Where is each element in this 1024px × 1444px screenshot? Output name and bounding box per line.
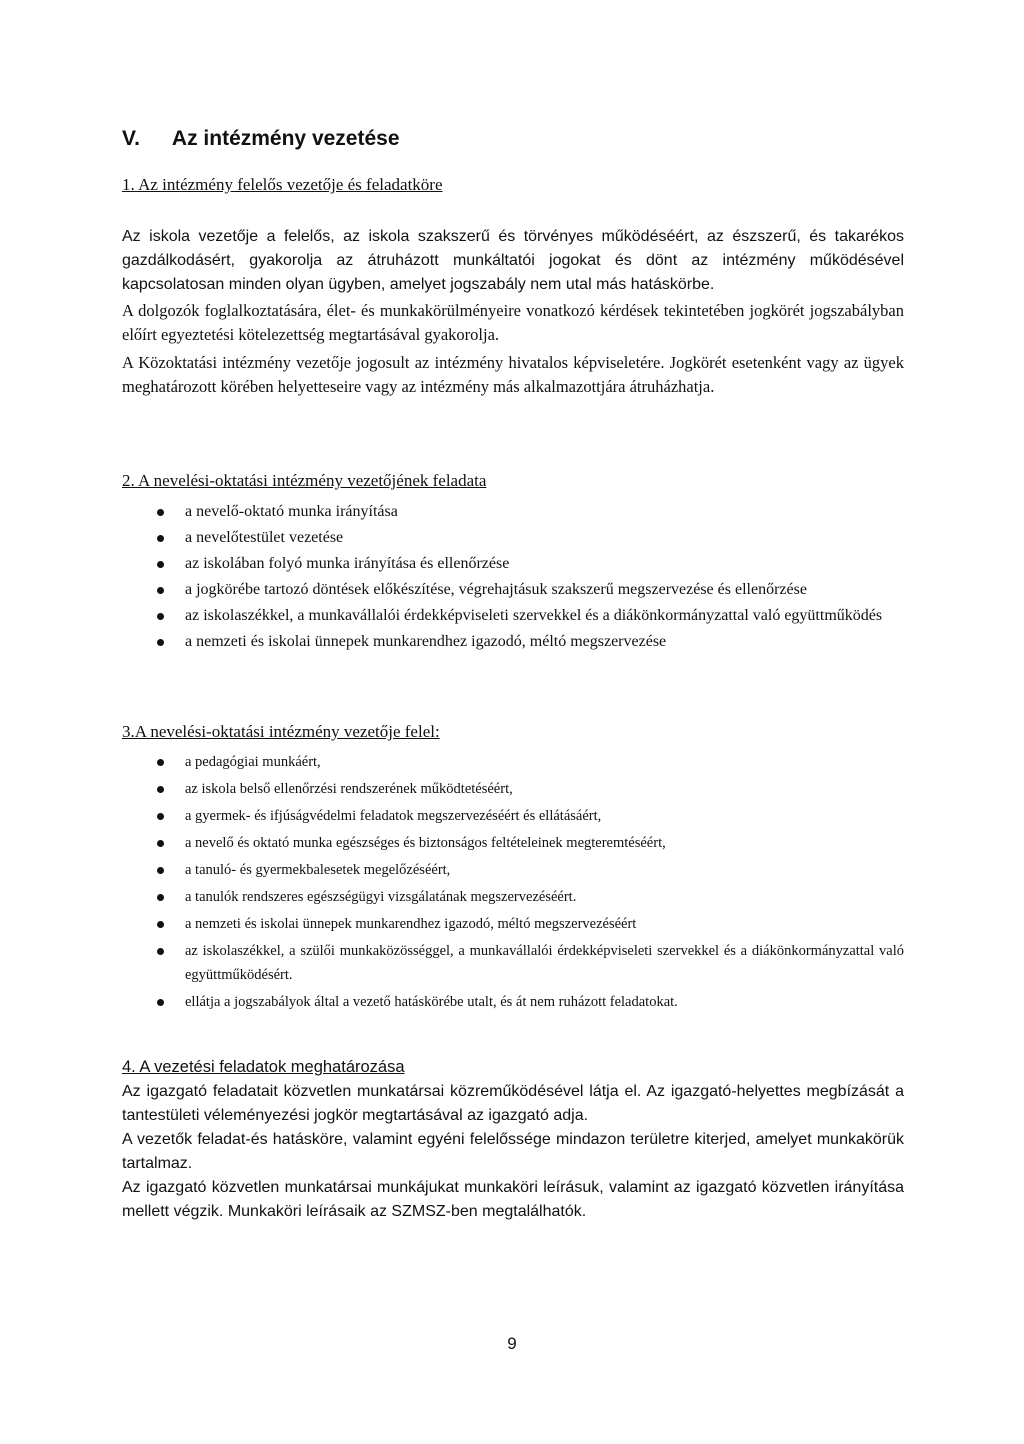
page-number: 9 bbox=[507, 1334, 517, 1353]
chapter-number: V. bbox=[122, 127, 140, 150]
list-item: a pedagógiai munkáért, bbox=[122, 750, 904, 774]
chapter-heading bbox=[122, 127, 904, 151]
section1-paragraph-3: A Közoktatási intézmény vezetője jogosult az intézmény hivatalos képviseletére. Jogkörét esetenként vagy az ügyek meghatározott körében helyetteseire vagy az intézmény más alkalmazottjára átruházhatja. bbox=[122, 353, 904, 396]
section4-paragraph-1: Az igazgató feladatait közvetlen munkatársai közreműködésével látja el. Az igazgató-helyettes megbízását a tantestületi véleményezési jogkör megtartásával az igazgató adja. bbox=[122, 1083, 904, 1124]
section1-number: 1. bbox=[122, 175, 135, 194]
section1-paragraph-2: A dolgozók foglalkoztatására, élet- és munkakörülményeire vonatkozó kérdések tekintetében jogkörét jogszabályban előírt egyeztetési kötelezettség megtartásával gyakorolja. bbox=[122, 301, 904, 344]
section1-title: Az intézmény felelős vezetője és feladatköre bbox=[138, 175, 443, 194]
list-item: az iskolaszékkel, a munkavállalói érdekképviseleti szervekkel és a diákönkormányzattal való együttműködés bbox=[122, 604, 904, 628]
section1-body bbox=[122, 225, 904, 399]
section3-list bbox=[122, 750, 904, 1017]
section4-paragraph-2: A vezetők feladat-és hatásköre, valamint egyéni felelőssége mindazon területre kiterjed, amelyet munkakörük tartalmaz. bbox=[122, 1131, 904, 1172]
section2-heading: 2. A nevelési-oktatási intézmény vezetőjének feladata bbox=[122, 471, 487, 490]
list-item: az iskolaszékkel, a szülői munkaközösséggel, a munkavállalói érdekképviseleti szervekkel és a diákönkormányzattal való együttműködésért. bbox=[122, 939, 904, 987]
section3-heading: 3.A nevelési-oktatási intézmény vezetője felel: bbox=[122, 722, 440, 741]
list-item: a tanuló- és gyermekbalesetek megelőzéséért, bbox=[122, 858, 904, 882]
list-item: a nevelőtestület vezetése bbox=[122, 526, 904, 550]
chapter-title: Az intézmény vezetése bbox=[171, 127, 400, 150]
section2-list bbox=[122, 500, 904, 656]
list-item: az iskola belső ellenőrzési rendszerének működtetéséért, bbox=[122, 777, 904, 801]
section1-paragraph-1: Az iskola vezetője a felelős, az iskola szakszerű és törvényes működéséért, az észszerű, és takarékos gazdálkodásért, gyakorolja az átruházott munkáltatói jogokat és dönt az intézmény működésével kapcsolatosan minden olyan ügyben, amelyet jogszabály nem utal más hatáskörbe. bbox=[122, 228, 904, 293]
list-item: a tanulók rendszeres egészségügyi vizsgálatának megszervezéséért. bbox=[122, 885, 904, 909]
section4-paragraph-3: Az igazgató közvetlen munkatársai munkájukat munkaköri leírásuk, valamint az igazgató közvetlen irányítása mellett végzik. Munkaköri leírásaik az SZMSZ-ben megtalálhatók. bbox=[122, 1179, 904, 1220]
section4-body bbox=[122, 1080, 904, 1224]
list-item: a nevelő és oktató munka egészséges és biztonságos feltételeinek megteremtéséért, bbox=[122, 831, 904, 855]
list-item: ellátja a jogszabályok által a vezető hatáskörébe utalt, és át nem ruházott feladatokat. bbox=[122, 990, 904, 1014]
section4-heading: 4. A vezetési feladatok meghatározása bbox=[122, 1058, 405, 1076]
list-item: a nevelő-oktató munka irányítása bbox=[122, 500, 904, 524]
section1-heading bbox=[122, 175, 904, 195]
list-item: a gyermek- és ifjúságvédelmi feladatok megszervezéséért és ellátásáért, bbox=[122, 804, 904, 828]
list-item: a nemzeti és iskolai ünnepek munkarendhez igazodó, méltó megszervezése bbox=[122, 630, 904, 654]
list-item: a jogkörébe tartozó döntések előkészítése, végrehajtásuk szakszerű megszervezése és ellenőrzése bbox=[122, 578, 904, 602]
list-item: az iskolában folyó munka irányítása és ellenőrzése bbox=[122, 552, 904, 576]
list-item: a nemzeti és iskolai ünnepek munkarendhez igazodó, méltó megszervezéséért bbox=[122, 912, 904, 936]
